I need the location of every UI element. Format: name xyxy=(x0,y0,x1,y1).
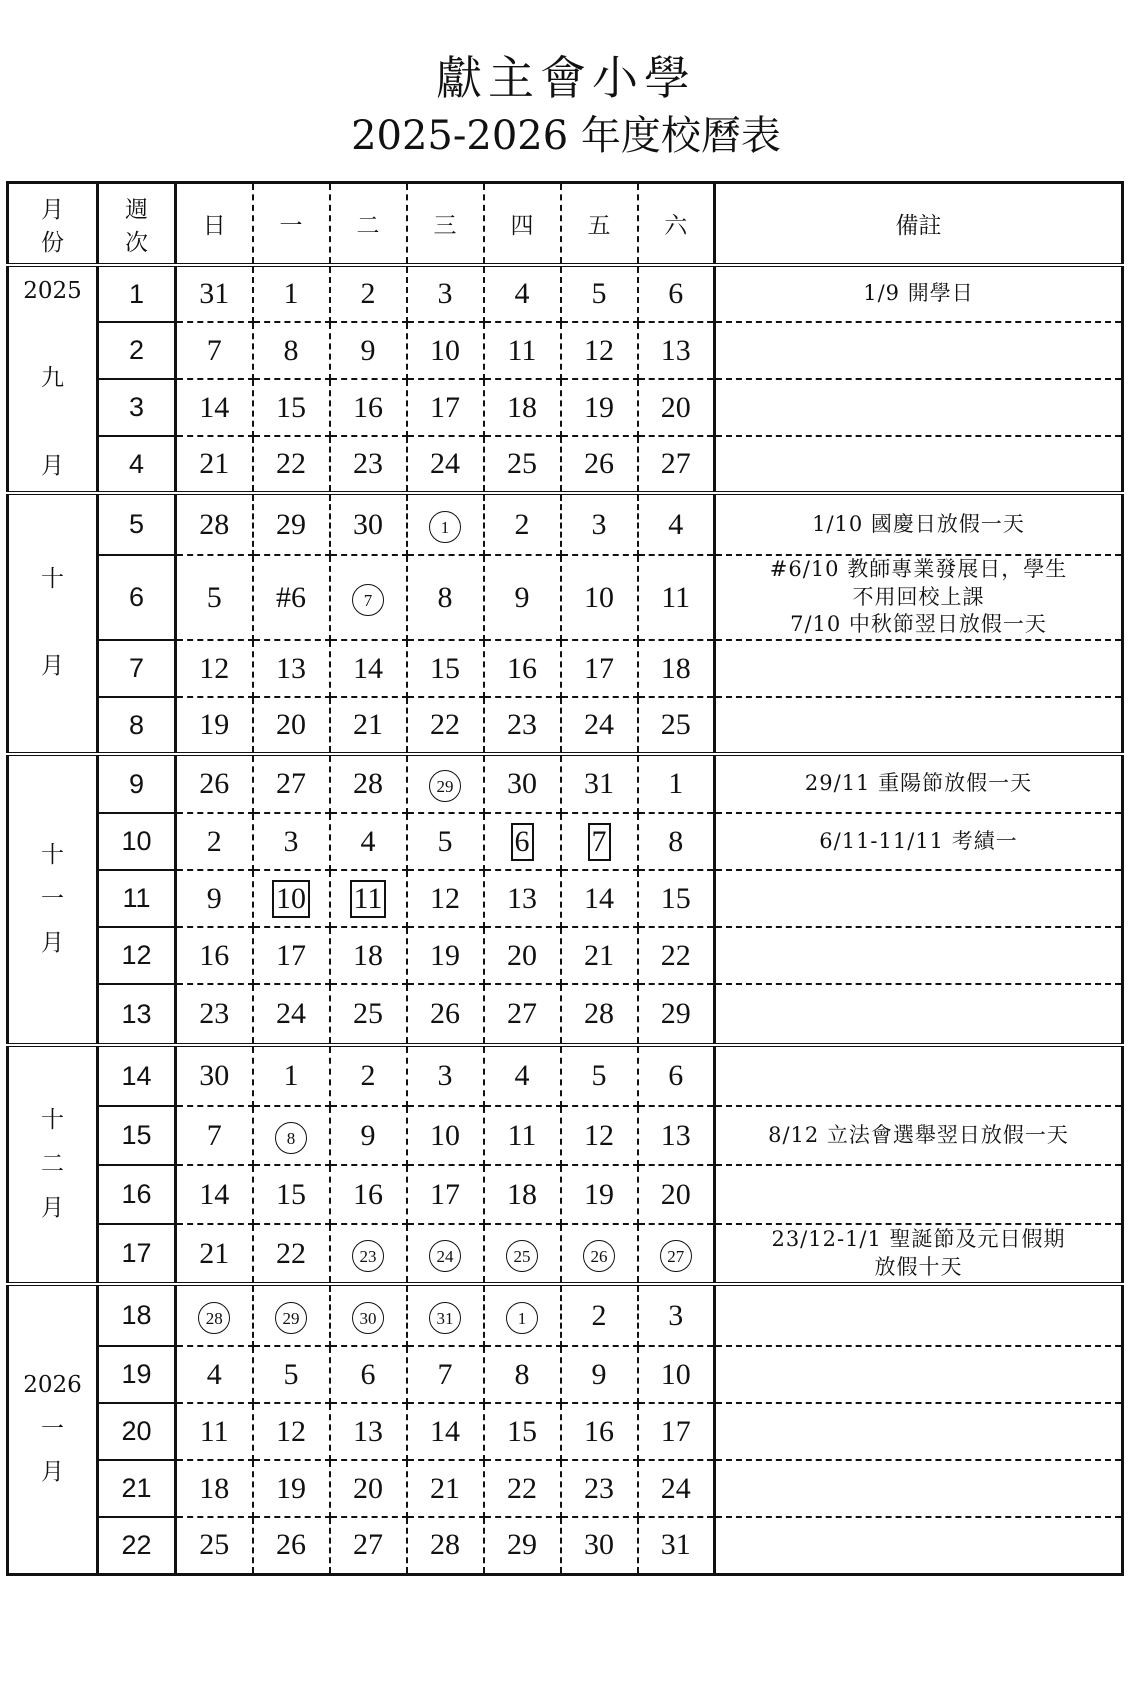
day-cell: 30 xyxy=(484,754,561,813)
header-fri: 五 xyxy=(561,183,638,266)
week-number: 5 xyxy=(98,493,176,555)
month-label: 十 二 月 xyxy=(8,1045,98,1284)
day-cell: 26 xyxy=(176,754,253,813)
day-cell: 23 xyxy=(484,697,561,754)
month-group xyxy=(8,493,1123,754)
holiday-circled-date: 29 xyxy=(429,770,461,802)
week-number: 6 xyxy=(98,555,176,640)
day-cell: 8 xyxy=(407,555,484,640)
day-cell: 9 xyxy=(176,870,253,927)
day-cell: 22 xyxy=(407,697,484,754)
day-cell: 20 xyxy=(330,1460,407,1517)
day-cell: 25 xyxy=(330,984,407,1045)
day-cell: 21 xyxy=(176,1224,253,1284)
week-row xyxy=(8,436,1123,493)
page-title: 獻主會小學 xyxy=(436,51,696,105)
day-cell xyxy=(253,1106,330,1165)
day-cell: 13 xyxy=(253,640,330,697)
week-number: 21 xyxy=(98,1460,176,1517)
header-week-label: 週 次 xyxy=(125,196,148,256)
day-cell: 3 xyxy=(407,265,484,322)
exam-boxed-date: 10 xyxy=(272,880,310,918)
day-cell: 18 xyxy=(176,1460,253,1517)
day-cell xyxy=(330,1224,407,1284)
month-group xyxy=(8,265,1123,493)
day-cell: 8 xyxy=(484,1346,561,1403)
day-cell xyxy=(330,870,407,927)
day-cell: 11 xyxy=(638,555,715,640)
day-cell: 20 xyxy=(638,1165,715,1224)
exam-boxed-date: 7 xyxy=(588,823,611,861)
week-number: 12 xyxy=(98,927,176,984)
day-cell: 15 xyxy=(484,1403,561,1460)
day-cell: 10 xyxy=(407,1106,484,1165)
day-cell: 21 xyxy=(561,927,638,984)
day-cell: 2 xyxy=(176,813,253,870)
day-cell: 5 xyxy=(253,1346,330,1403)
holiday-circled-date: 30 xyxy=(352,1302,384,1334)
day-cell: 26 xyxy=(253,1517,330,1574)
day-cell xyxy=(176,1284,253,1346)
day-cell: 26 xyxy=(561,436,638,493)
week-row xyxy=(8,1517,1123,1574)
week-number: 20 xyxy=(98,1403,176,1460)
day-cell: 26 xyxy=(407,984,484,1045)
day-cell: #6 xyxy=(253,555,330,640)
day-cell: 2 xyxy=(484,493,561,555)
month-label: 2025 九 月 xyxy=(8,265,98,493)
remark-cell xyxy=(715,927,1123,984)
day-cell: 6 xyxy=(330,1346,407,1403)
remark-cell xyxy=(715,1346,1123,1403)
day-cell xyxy=(638,1224,715,1284)
exam-boxed-date: 6 xyxy=(511,823,534,861)
day-cell: 6 xyxy=(638,265,715,322)
week-number: 19 xyxy=(98,1346,176,1403)
remark-cell: 29/11 重陽節放假一天 xyxy=(715,754,1123,813)
day-cell: 15 xyxy=(638,870,715,927)
month-label: 十 月 xyxy=(8,493,98,754)
day-cell: 2 xyxy=(561,1284,638,1346)
week-row xyxy=(8,265,1123,322)
remark-cell: 8/12 立法會選舉翌日放假一天 xyxy=(715,1106,1123,1165)
header-mon: 一 xyxy=(253,183,330,266)
day-cell: 25 xyxy=(638,697,715,754)
day-cell xyxy=(253,870,330,927)
month-label: 2026 一 月 xyxy=(8,1284,98,1574)
day-cell: 24 xyxy=(638,1460,715,1517)
day-cell xyxy=(407,1224,484,1284)
day-cell: 21 xyxy=(407,1460,484,1517)
day-cell: 4 xyxy=(638,493,715,555)
holiday-circled-date: 27 xyxy=(660,1240,692,1272)
day-cell: 13 xyxy=(638,1106,715,1165)
holiday-circled-date: 24 xyxy=(429,1240,461,1272)
remark-cell xyxy=(715,1045,1123,1106)
day-cell: 1 xyxy=(253,265,330,322)
day-cell: 7 xyxy=(407,1346,484,1403)
header-week xyxy=(98,183,176,266)
header-row xyxy=(8,183,1123,266)
holiday-circled-date: 8 xyxy=(275,1122,307,1154)
week-row xyxy=(8,1460,1123,1517)
day-cell: 3 xyxy=(253,813,330,870)
day-cell xyxy=(561,813,638,870)
day-cell: 15 xyxy=(253,1165,330,1224)
week-number: 15 xyxy=(98,1106,176,1165)
day-cell: 17 xyxy=(638,1403,715,1460)
day-cell: 30 xyxy=(561,1517,638,1574)
remark-cell xyxy=(715,322,1123,379)
day-cell: 27 xyxy=(330,1517,407,1574)
day-cell: 25 xyxy=(176,1517,253,1574)
day-cell: 1 xyxy=(253,1045,330,1106)
day-cell: 12 xyxy=(253,1403,330,1460)
day-cell: 10 xyxy=(561,555,638,640)
day-cell: 15 xyxy=(253,379,330,436)
day-cell: 10 xyxy=(407,322,484,379)
day-cell: 20 xyxy=(253,697,330,754)
week-row xyxy=(8,1106,1123,1165)
week-row xyxy=(8,1346,1123,1403)
week-number: 8 xyxy=(98,697,176,754)
day-cell: 1 xyxy=(638,754,715,813)
day-cell xyxy=(484,1224,561,1284)
day-cell: 7 xyxy=(176,322,253,379)
week-row xyxy=(8,927,1123,984)
remark-cell: 1/10 國慶日放假一天 xyxy=(715,493,1123,555)
header-month-label: 月 份 xyxy=(41,196,64,256)
day-cell: 29 xyxy=(484,1517,561,1574)
week-number: 22 xyxy=(98,1517,176,1574)
day-cell: 14 xyxy=(176,1165,253,1224)
day-cell: 19 xyxy=(561,379,638,436)
day-cell: 17 xyxy=(561,640,638,697)
day-cell: 30 xyxy=(176,1045,253,1106)
week-number: 10 xyxy=(98,813,176,870)
week-number: 11 xyxy=(98,870,176,927)
day-cell: 16 xyxy=(484,640,561,697)
day-cell: 14 xyxy=(407,1403,484,1460)
day-cell: 18 xyxy=(484,1165,561,1224)
day-cell: 28 xyxy=(176,493,253,555)
day-cell: 19 xyxy=(176,697,253,754)
day-cell: 7 xyxy=(176,1106,253,1165)
remark-cell xyxy=(715,1517,1123,1574)
day-cell: 14 xyxy=(176,379,253,436)
day-cell: 5 xyxy=(176,555,253,640)
week-row xyxy=(8,1224,1123,1284)
remark-cell xyxy=(715,870,1123,927)
day-cell xyxy=(484,1284,561,1346)
day-cell xyxy=(330,1284,407,1346)
day-cell: 25 xyxy=(484,436,561,493)
day-cell: 3 xyxy=(407,1045,484,1106)
week-number: 14 xyxy=(98,1045,176,1106)
day-cell: 11 xyxy=(484,1106,561,1165)
header-sat: 六 xyxy=(638,183,715,266)
day-cell: 5 xyxy=(561,1045,638,1106)
remark-cell: 6/11-11/11 考績一 xyxy=(715,813,1123,870)
day-cell: 18 xyxy=(484,379,561,436)
day-cell: 31 xyxy=(176,265,253,322)
page-subtitle: 2025-2026 年度校曆表 xyxy=(351,113,781,159)
day-cell: 10 xyxy=(638,1346,715,1403)
day-cell: 19 xyxy=(407,927,484,984)
holiday-circled-date: 25 xyxy=(506,1240,538,1272)
day-cell: 9 xyxy=(561,1346,638,1403)
remark-cell xyxy=(715,697,1123,754)
week-row xyxy=(8,640,1123,697)
day-cell: 28 xyxy=(330,754,407,813)
week-row xyxy=(8,984,1123,1045)
remark-cell xyxy=(715,1165,1123,1224)
day-cell: 13 xyxy=(484,870,561,927)
week-row xyxy=(8,1045,1123,1106)
exam-boxed-date: 11 xyxy=(350,880,387,918)
day-cell: 12 xyxy=(561,322,638,379)
day-cell: 2 xyxy=(330,265,407,322)
week-row xyxy=(8,379,1123,436)
day-cell: 4 xyxy=(330,813,407,870)
day-cell: 31 xyxy=(638,1517,715,1574)
day-cell xyxy=(561,1224,638,1284)
week-number: 9 xyxy=(98,754,176,813)
day-cell: 16 xyxy=(561,1403,638,1460)
header-thu: 四 xyxy=(484,183,561,266)
week-row xyxy=(8,1403,1123,1460)
holiday-circled-date: 26 xyxy=(583,1240,615,1272)
day-cell: 31 xyxy=(561,754,638,813)
day-cell: 24 xyxy=(407,436,484,493)
day-cell: 28 xyxy=(561,984,638,1045)
holiday-circled-date: 7 xyxy=(352,584,384,616)
day-cell: 14 xyxy=(561,870,638,927)
week-number: 2 xyxy=(98,322,176,379)
day-cell xyxy=(407,1284,484,1346)
header-month xyxy=(8,183,98,266)
day-cell: 19 xyxy=(561,1165,638,1224)
day-cell: 13 xyxy=(330,1403,407,1460)
header-sun: 日 xyxy=(176,183,253,266)
week-row xyxy=(8,555,1123,640)
remark-cell xyxy=(715,379,1123,436)
day-cell: 27 xyxy=(484,984,561,1045)
holiday-circled-date: 29 xyxy=(275,1302,307,1334)
holiday-circled-date: 28 xyxy=(198,1302,230,1334)
day-cell: 17 xyxy=(407,1165,484,1224)
week-row xyxy=(8,1284,1123,1346)
week-row xyxy=(8,754,1123,813)
day-cell: 20 xyxy=(638,379,715,436)
remark-cell xyxy=(715,1403,1123,1460)
week-number: 7 xyxy=(98,640,176,697)
holiday-circled-date: 1 xyxy=(429,511,461,543)
day-cell: 8 xyxy=(253,322,330,379)
remark-cell: 1/9 開學日 xyxy=(715,265,1123,322)
day-cell: 12 xyxy=(561,1106,638,1165)
day-cell: 9 xyxy=(484,555,561,640)
school-calendar-table xyxy=(6,181,1124,1576)
holiday-circled-date: 31 xyxy=(429,1302,461,1334)
remark-cell xyxy=(715,984,1123,1045)
day-cell: 18 xyxy=(330,927,407,984)
day-cell: 16 xyxy=(330,1165,407,1224)
day-cell: 17 xyxy=(407,379,484,436)
remark-cell: 23/12-1/1 聖誕節及元日假期 放假十天 xyxy=(715,1224,1123,1284)
week-number: 13 xyxy=(98,984,176,1045)
day-cell: 23 xyxy=(561,1460,638,1517)
week-number: 17 xyxy=(98,1224,176,1284)
holiday-circled-date: 23 xyxy=(352,1240,384,1272)
header-tue: 二 xyxy=(330,183,407,266)
week-number: 1 xyxy=(98,265,176,322)
day-cell: 4 xyxy=(176,1346,253,1403)
week-number: 16 xyxy=(98,1165,176,1224)
day-cell: 13 xyxy=(638,322,715,379)
day-cell: 22 xyxy=(253,436,330,493)
month-group xyxy=(8,1045,1123,1284)
day-cell: 11 xyxy=(176,1403,253,1460)
day-cell: 3 xyxy=(638,1284,715,1346)
day-cell: 5 xyxy=(561,265,638,322)
day-cell: 29 xyxy=(253,493,330,555)
week-row xyxy=(8,493,1123,555)
day-cell xyxy=(407,754,484,813)
remark-cell xyxy=(715,436,1123,493)
day-cell: 4 xyxy=(484,1045,561,1106)
day-cell: 17 xyxy=(253,927,330,984)
remark-cell xyxy=(715,1284,1123,1346)
day-cell: 12 xyxy=(407,870,484,927)
day-cell xyxy=(407,493,484,555)
day-cell: 16 xyxy=(330,379,407,436)
day-cell: 24 xyxy=(253,984,330,1045)
day-cell: 28 xyxy=(407,1517,484,1574)
day-cell: 15 xyxy=(407,640,484,697)
day-cell: 21 xyxy=(330,697,407,754)
day-cell xyxy=(484,813,561,870)
day-cell: 23 xyxy=(330,436,407,493)
week-row xyxy=(8,1165,1123,1224)
week-row xyxy=(8,870,1123,927)
day-cell: 6 xyxy=(638,1045,715,1106)
week-row xyxy=(8,697,1123,754)
remark-cell: #6/10 教師專業發展日，學生 不用回校上課 7/10 中秋節翌日放假一天 xyxy=(715,555,1123,640)
day-cell: 19 xyxy=(253,1460,330,1517)
week-row xyxy=(8,813,1123,870)
day-cell: 18 xyxy=(638,640,715,697)
day-cell: 4 xyxy=(484,265,561,322)
day-cell: 22 xyxy=(253,1224,330,1284)
day-cell: 2 xyxy=(330,1045,407,1106)
day-cell: 27 xyxy=(638,436,715,493)
month-label: 十 一 月 xyxy=(8,754,98,1045)
day-cell: 22 xyxy=(484,1460,561,1517)
day-cell: 16 xyxy=(176,927,253,984)
day-cell: 21 xyxy=(176,436,253,493)
week-number: 18 xyxy=(98,1284,176,1346)
day-cell: 9 xyxy=(330,1106,407,1165)
month-group xyxy=(8,1284,1123,1574)
day-cell: 22 xyxy=(638,927,715,984)
holiday-circled-date: 1 xyxy=(506,1302,538,1334)
week-row xyxy=(8,322,1123,379)
remark-cell xyxy=(715,640,1123,697)
day-cell: 11 xyxy=(484,322,561,379)
day-cell: 24 xyxy=(561,697,638,754)
day-cell: 29 xyxy=(638,984,715,1045)
day-cell xyxy=(253,1284,330,1346)
day-cell: 3 xyxy=(561,493,638,555)
remark-cell xyxy=(715,1460,1123,1517)
day-cell: 23 xyxy=(176,984,253,1045)
week-number: 3 xyxy=(98,379,176,436)
header-wed: 三 xyxy=(407,183,484,266)
week-number: 4 xyxy=(98,436,176,493)
day-cell xyxy=(330,555,407,640)
day-cell: 12 xyxy=(176,640,253,697)
month-group xyxy=(8,754,1123,1045)
day-cell: 30 xyxy=(330,493,407,555)
day-cell: 9 xyxy=(330,322,407,379)
header-note: 備註 xyxy=(715,183,1123,266)
day-cell: 14 xyxy=(330,640,407,697)
day-cell: 27 xyxy=(253,754,330,813)
day-cell: 20 xyxy=(484,927,561,984)
day-cell: 8 xyxy=(638,813,715,870)
day-cell: 5 xyxy=(407,813,484,870)
